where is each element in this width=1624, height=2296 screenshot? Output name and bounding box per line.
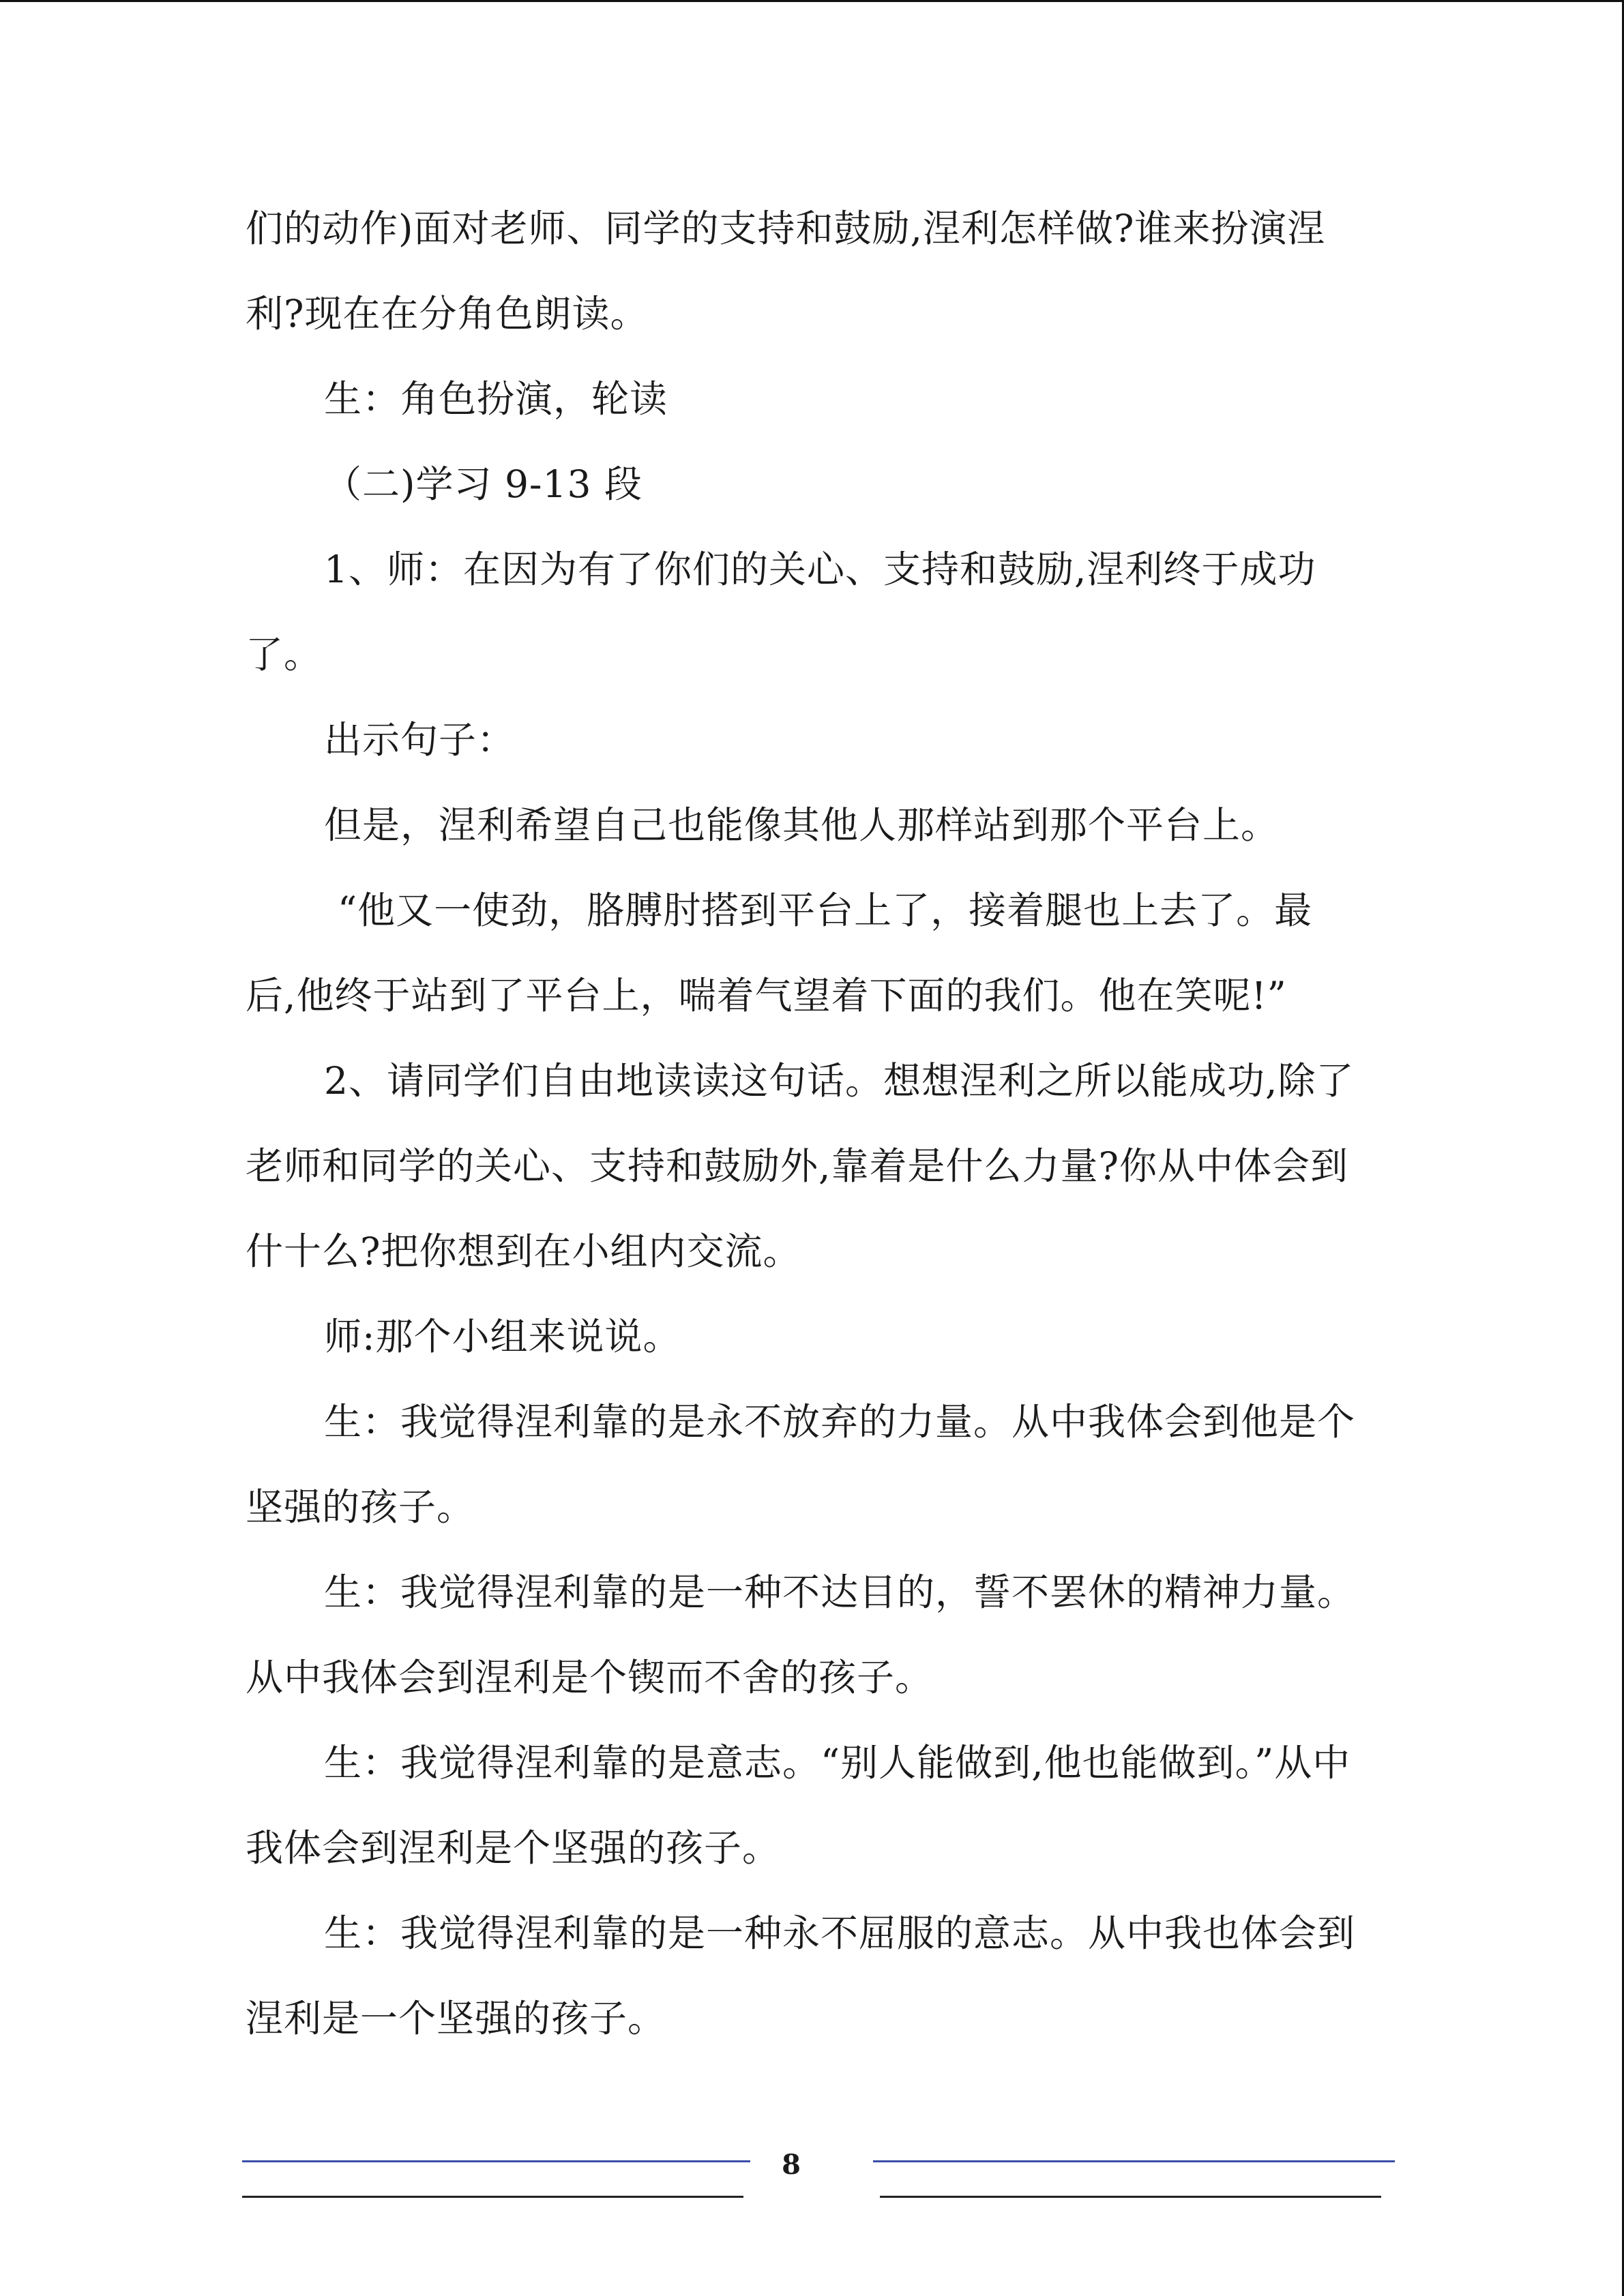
page-number: 8 <box>782 2149 801 2181</box>
quoted-line: “他又一使劲，胳膊肘搭到平台上了，接着腿也上去了。最 <box>338 889 1313 932</box>
text-line: 老师和同学的关心、支持和鼓励外,靠着是什么力量?你从中体会到 <box>246 1144 1348 1188</box>
section-heading: （二)学习 9-13 段 <box>324 462 643 506</box>
text-line: 了。 <box>246 633 323 676</box>
footer-rule-right-top <box>873 2160 1395 2162</box>
text-line: 出示句子： <box>324 718 516 762</box>
text-line: 生：我觉得涅利靠的是意志。“别人能做到,他也能做到。”从中 <box>324 1741 1351 1785</box>
text-line: 我体会到涅利是个坚强的孩子。 <box>246 1826 781 1870</box>
text-line: 坚强的孩子。 <box>246 1485 475 1529</box>
text-line: 什十么?把你想到在小组内交流。 <box>246 1229 801 1273</box>
footer-rule-left-top <box>242 2160 750 2162</box>
footer-rule-right-bottom <box>880 2196 1381 2198</box>
text-line: 生：我觉得涅利靠的是一种不达目的，誓不罢休的精神力量。 <box>324 1570 1356 1614</box>
text-line: 从中我体会到涅利是个锲而不舍的孩子。 <box>246 1656 934 1699</box>
text-line: 生：我觉得涅利靠的是永不放弃的力量。从中我体会到他是个 <box>324 1400 1356 1444</box>
text-line: 生：角色扮演，轮读 <box>324 377 668 421</box>
text-line: 2、请同学们自由地读读这句话。想想涅利之所以能成功,除了 <box>324 1059 1355 1103</box>
text-line: 们的动作)面对老师、同学的支持和鼓励,涅利怎样做?谁来扮演涅 <box>246 207 1326 250</box>
footer-rule-left-bottom <box>242 2196 743 2198</box>
text-line: 师:那个小组来说说。 <box>324 1315 681 1358</box>
text-line: 涅利是一个坚强的孩子。 <box>246 1997 666 2040</box>
text-line: 1、师：在因为有了你们的关心、支持和鼓励,涅利终于成功 <box>324 548 1316 591</box>
text-line: 但是，涅利希望自己也能像其他人那样站到那个平台上。 <box>324 803 1280 847</box>
text-line: 利?现在在分角色朗读。 <box>246 292 649 336</box>
text-line: 生：我觉得涅利靠的是一种永不屈服的意志。从中我也体会到 <box>324 1911 1356 1955</box>
page-border-top <box>0 0 1624 2</box>
quoted-line: 后,他终于站到了平台上，喘着气望着下面的我们。他在笑呢!” <box>246 974 1287 1017</box>
